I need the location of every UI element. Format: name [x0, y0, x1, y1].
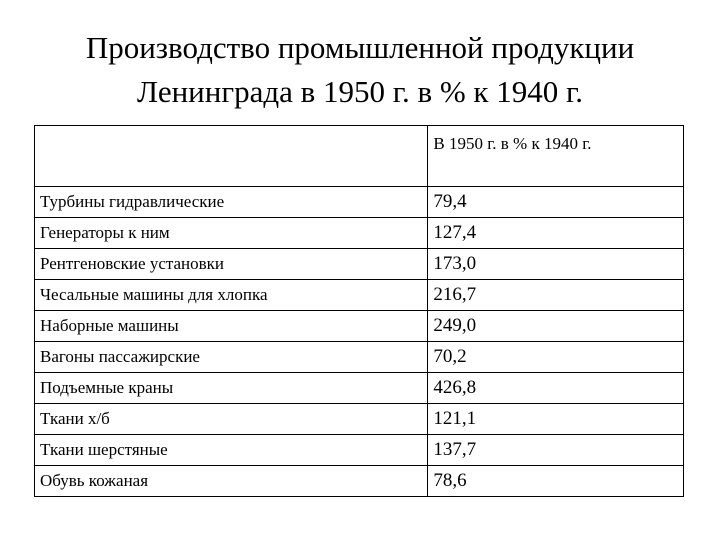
table-row — [35, 466, 684, 497]
title-line-1: Производство промышленной продукции — [85, 30, 635, 65]
header-cell-value: В 1950 г. в % к 1940 г. — [428, 126, 684, 187]
row-name-cell: Турбины гидравлические — [35, 187, 428, 218]
header-cell-name — [35, 126, 428, 187]
table-row — [35, 311, 684, 342]
row-name-cell: Ткани х/б — [35, 404, 428, 435]
table-header-row — [35, 126, 684, 187]
row-value-cell: 121,1 — [428, 404, 684, 435]
production-table — [34, 125, 684, 497]
row-value-cell: 78,6 — [428, 466, 684, 497]
table-row — [35, 218, 684, 249]
table-row — [35, 435, 684, 466]
row-name-cell: Наборные машины — [35, 311, 428, 342]
page-title — [0, 26, 720, 114]
row-name-cell: Рентгеновские установки — [35, 249, 428, 280]
table-row — [35, 280, 684, 311]
table-row — [35, 342, 684, 373]
table-row — [35, 373, 684, 404]
row-name-cell: Ткани шерстяные — [35, 435, 428, 466]
row-value-cell: 426,8 — [428, 373, 684, 404]
row-value-cell: 127,4 — [428, 218, 684, 249]
row-value-cell: 137,7 — [428, 435, 684, 466]
row-value-cell: 79,4 — [428, 187, 684, 218]
row-name-cell: Чесальные машины для хлопка — [35, 280, 428, 311]
row-name-cell: Обувь кожаная — [35, 466, 428, 497]
table-row — [35, 187, 684, 218]
row-name-cell: Подъемные краны — [35, 373, 428, 404]
table-row — [35, 404, 684, 435]
table-body — [35, 126, 684, 497]
row-value-cell: 70,2 — [428, 342, 684, 373]
row-name-cell: Генераторы к ним — [35, 218, 428, 249]
title-line-2: Ленинграда в 1950 г. в % к 1940 г. — [137, 74, 583, 109]
row-value-cell: 249,0 — [428, 311, 684, 342]
row-value-cell: 173,0 — [428, 249, 684, 280]
row-name-cell: Вагоны пассажирские — [35, 342, 428, 373]
row-value-cell: 216,7 — [428, 280, 684, 311]
table-row — [35, 249, 684, 280]
